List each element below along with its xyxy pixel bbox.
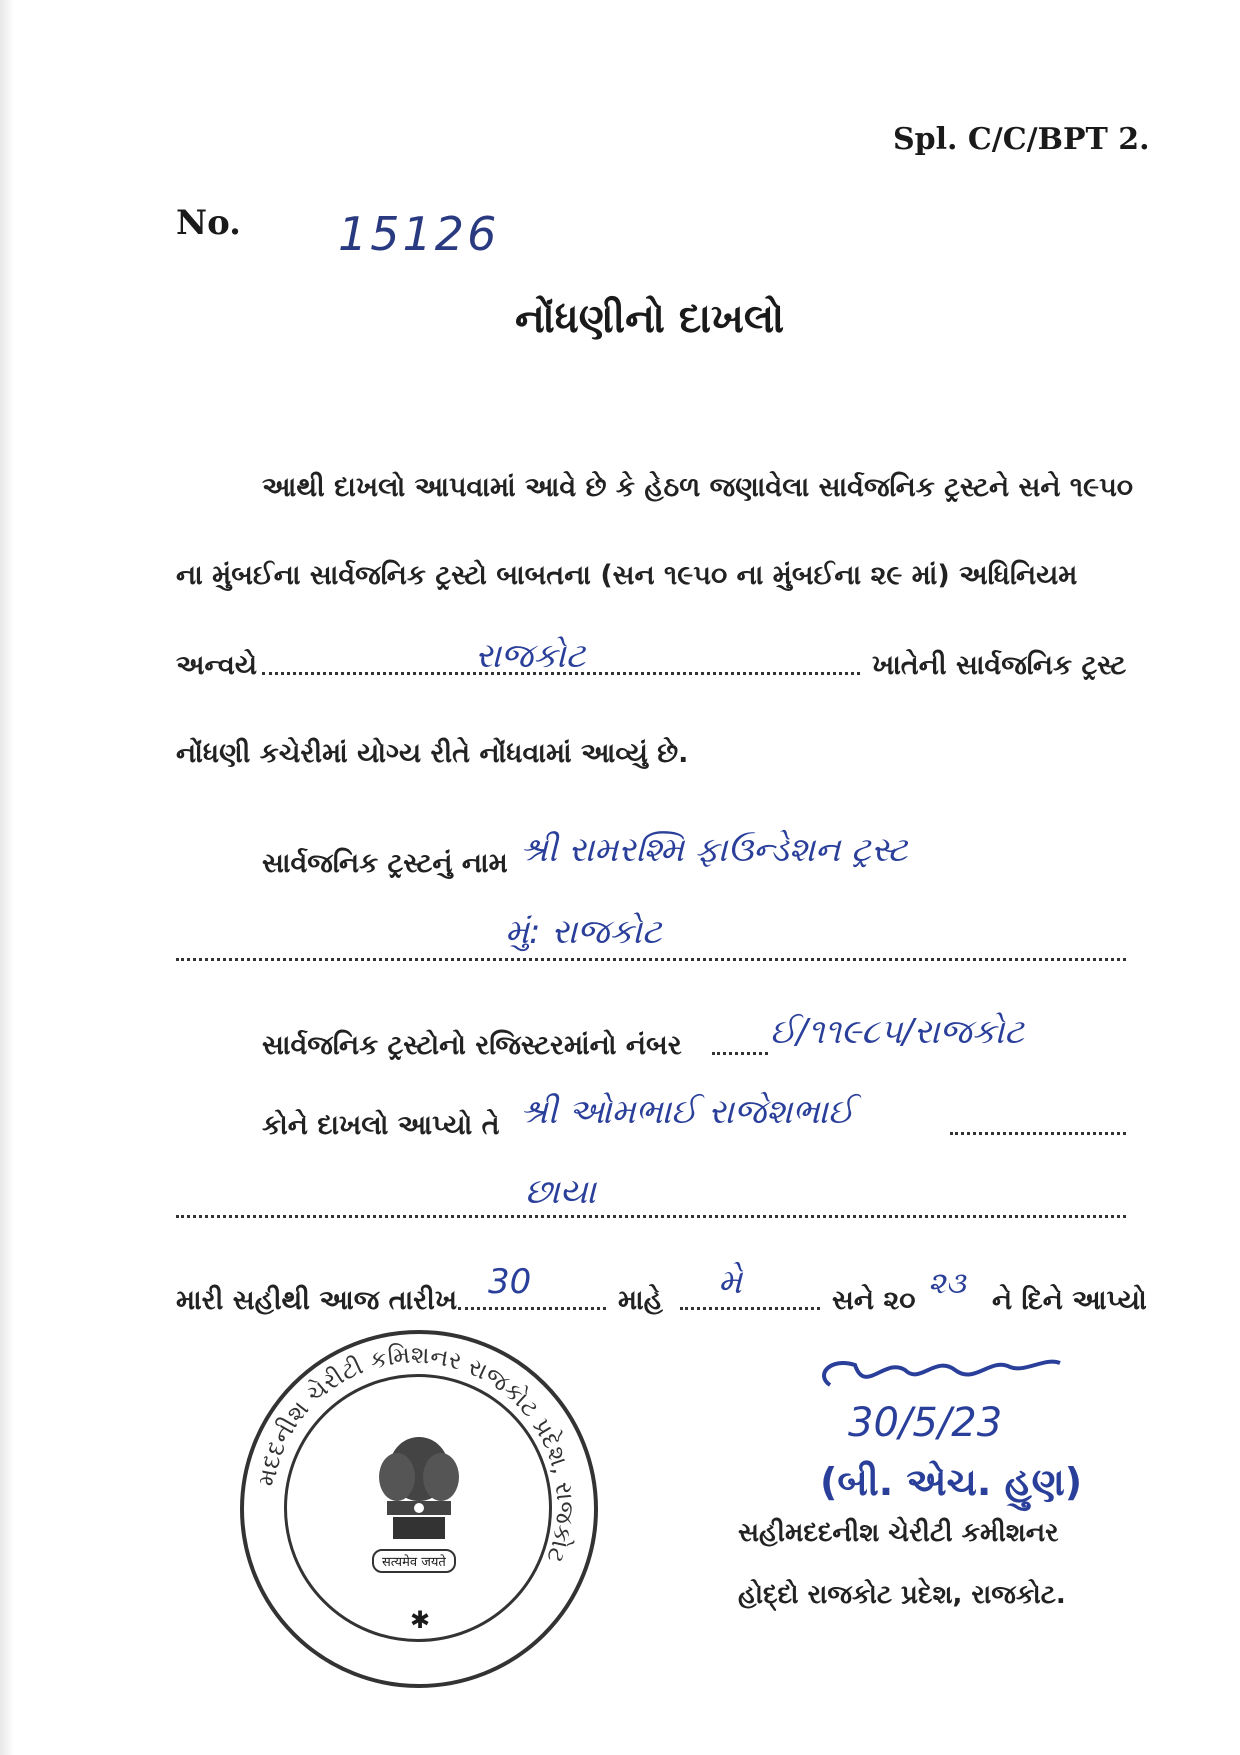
month-label: માહે (618, 1285, 663, 1316)
issued-to-label: કોને દાખલો આપ્યો તે (262, 1110, 500, 1141)
paragraph-line-3-suffix: ખાતેની સાર્વજનિક ટ્રસ્ટ (872, 650, 1127, 681)
day-dotted-line (458, 1307, 606, 1310)
paragraph-line-4: નોંધણી કચેરીમાં યોગ્ય રીતે નોંધવામાં આવ્યું છે. (176, 738, 689, 769)
number-label: No. (176, 203, 241, 243)
issued-to-dotted-line-2 (176, 1215, 1126, 1218)
issued-to-dotted-line-1 (950, 1132, 1126, 1135)
form-code: Spl. C/C/BPT 2. (893, 122, 1150, 157)
year-label: સને ૨૦ (832, 1285, 916, 1316)
date-line-suffix: ને દિને આપ્યો (992, 1285, 1147, 1316)
paragraph-line-1: આથી દાખલો આપવામાં આવે છે કે હેઠળ જણાવેલા સાર્વજનિક ટ્રસ્ટને સને ૧૯૫૦ (262, 472, 1134, 503)
signature-handwritten-date: 30/5/23 (848, 1400, 1003, 1446)
register-dotted-line (712, 1052, 768, 1055)
officer-designation: સહીમદદનીશ ચેરીટી કમીશનર (738, 1518, 1059, 1548)
paragraph-line-2: ના મુંબઈના સાર્વજનિક ટ્રસ્ટો બાબતના (સન ૧૯૫૦ ના મુંબઈના ૨૯ માં) અધિનિયમ (176, 560, 1078, 591)
page-edge-shadow (0, 0, 14, 1755)
trust-name-handwritten-line-2: મું: રાજકોટ (505, 912, 662, 952)
official-seal (240, 1330, 598, 1688)
issued-to-handwritten-line-1: શ્રી ઓમભાઈ રાજેશભાઈ (520, 1092, 855, 1132)
month-dotted-line (680, 1307, 820, 1310)
location-handwritten: રાજકોટ (475, 636, 586, 676)
trust-name-handwritten-line-1: શ્રી રામરશ્મિ ફાઉન્ડેશન ટ્રસ્ટ (520, 830, 908, 870)
date-line-prefix: મારી સહીથી આજ તારીખ (176, 1285, 458, 1316)
seal-ring-text: મદદનીશ ચેરીટી કમિશનર રાજકોટ પ્રદેશ, રાજકોટ (252, 1340, 580, 1567)
register-number-handwritten: ઈ/૧૧૯૮૫/રાજકોટ (770, 1012, 1025, 1052)
officer-name: (બી. એચ. હુણ) (820, 1460, 1083, 1504)
day-handwritten: 30 (488, 1262, 532, 1302)
year-handwritten: ૨૩ (928, 1266, 966, 1301)
paragraph-line-3-prefix: અન્વયે (176, 650, 257, 681)
register-number-label: સાર્વજનિક ટ્રસ્ટોનો રજિસ્ટરમાંનો નંબર (262, 1030, 682, 1061)
trust-name-dotted-line (176, 958, 1126, 961)
seal-motto: सत्यमेव जयते (372, 1549, 456, 1573)
certificate-number: 15126 (338, 207, 500, 261)
officer-office: હોદ્દો રાજકોટ પ્રદેશ, રાજકોટ. (738, 1580, 1066, 1610)
month-handwritten: મે (718, 1262, 743, 1302)
certificate-title: નોંધણીનો દાખલો (515, 296, 785, 342)
seal-star-icon: ✱ (410, 1606, 431, 1634)
issued-to-handwritten-line-2: છાયા (525, 1172, 596, 1212)
trust-name-label: સાર્વજનિક ટ્રસ્ટનું નામ (262, 848, 508, 879)
